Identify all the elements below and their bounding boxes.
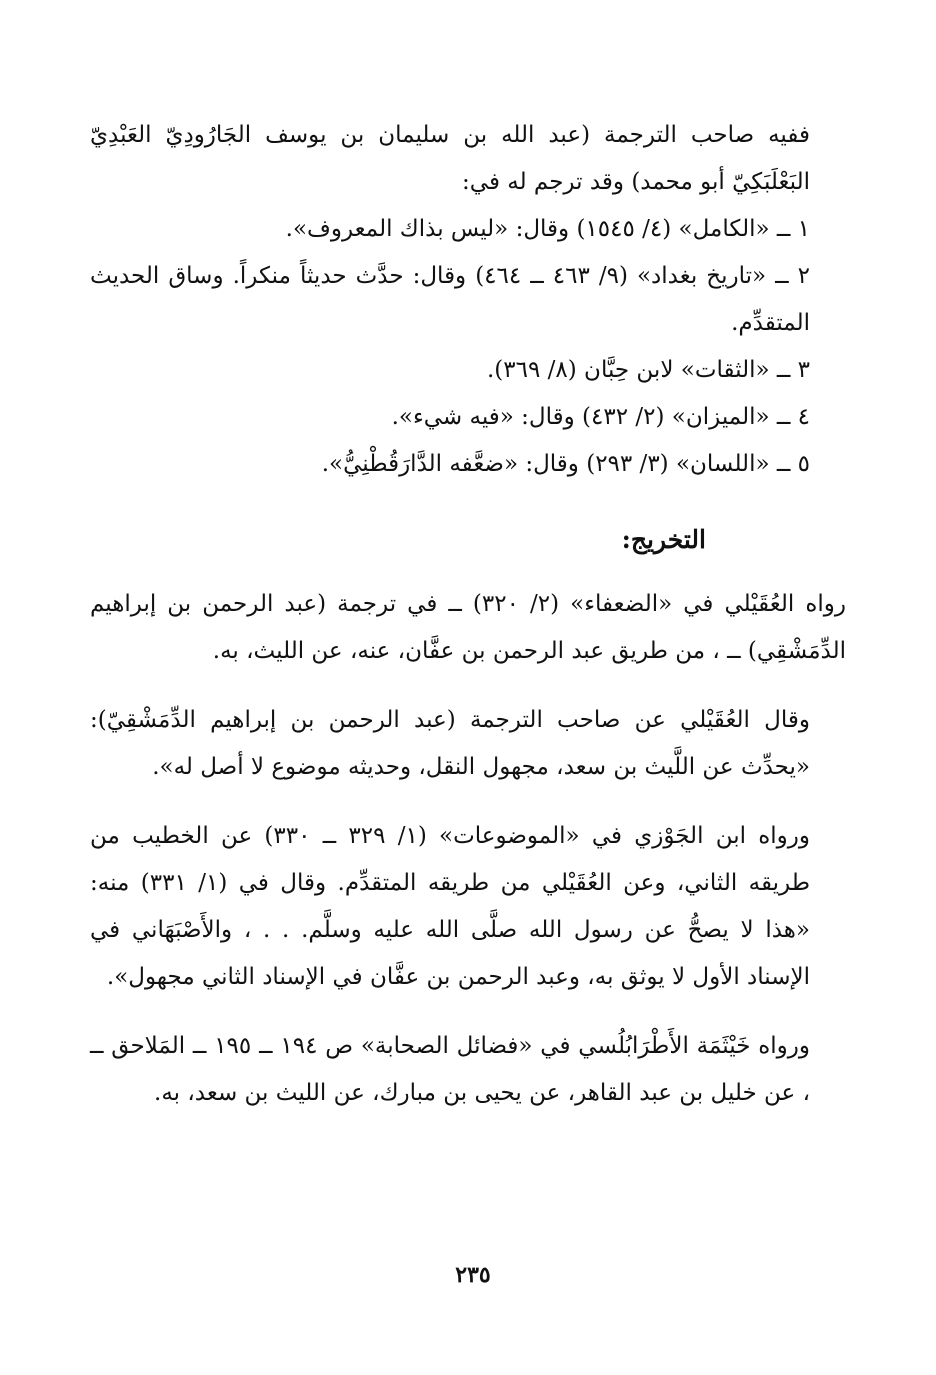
takhrij-paragraph-2: وقال العُقَيْلي عن صاحب الترجمة (عبد الرحمن بن إبراهيم الدِّمَشْقِيّ): «يحدِّث عن اللَّيث بن سعد، مجهول النقل، وحديثه موضوع لا أصل له». (90, 707, 810, 780)
source-item-4: ٤ ــ «الميزان» (٢/ ٤٣٢) وقال: «فيه شيء». (391, 404, 810, 430)
source-item-1: ١ ــ «الكامل» (٤/ ١٥٤٥) وقال: «ليس بذاك المعروف». (285, 216, 810, 242)
takhrij-paragraph-3: ورواه ابن الجَوْزي في «الموضوعات» (١/ ٣٢٩ ــ ٣٣٠) عن الخطيب من طريقه الثاني، وعن العُقَيْلي من طريقه المتقدِّم. وقال في (١/ ٣٣١) منه: «هذا لا يصحُّ عن رسول الله صلَّى الله عليه وسلَّم. . . ، والأَصْبَهَاني في الإسناد الأول لا يوثق به، وعبد الرحمن بن عفَّان في الإسناد الثاني مجهول». (90, 823, 811, 990)
page-body (90, 112, 846, 1117)
source-item-5: ٥ ــ «اللسان» (٣/ ٢٩٣) وقال: «ضعَّفه الدَّارَقُطْنِيُّ». (321, 451, 810, 477)
source-item-2: ٢ ــ «تاريخ بغداد» (٩/ ٤٦٣ ــ ٤٦٤) وقال: حدَّث حديثاً منكراً. وساق الحديث المتقدِّم. (90, 263, 810, 336)
section-heading: التخريج: (621, 525, 706, 554)
page-number: ٢٣٥ (455, 1262, 491, 1288)
intro-paragraph: ففيه صاحب الترجمة (عبد الله بن سليمان بن يوسف الجَارُودِيّ العَبْدِيّ البَعْلَبَكِيّ أبو محمد) وقد ترجم له في: (90, 122, 811, 195)
source-item-3: ٣ ــ «الثقات» لابن حِبَّان (٨/ ٣٦٩). (486, 357, 810, 383)
takhrij-paragraph-4: ورواه خَيْثَمَة الأَطْرَابُلُسي في «فضائل الصحابة» ص ١٩٤ ــ ١٩٥ ــ المَلاحق ــ ، عن خليل بن عبد القاهر، عن يحيى بن مبارك، عن الليث بن سعد، به. (90, 1033, 810, 1106)
takhrij-paragraph-1: رواه العُقَيْلي في «الضعفاء» (٢/ ٣٢٠) ــ في ترجمة (عبد الرحمن بن إبراهيم الدِّمَشْقِي) ــ ، من طريق عبد الرحمن بن عفَّان، عنه، عن الليث، به. (90, 591, 847, 664)
